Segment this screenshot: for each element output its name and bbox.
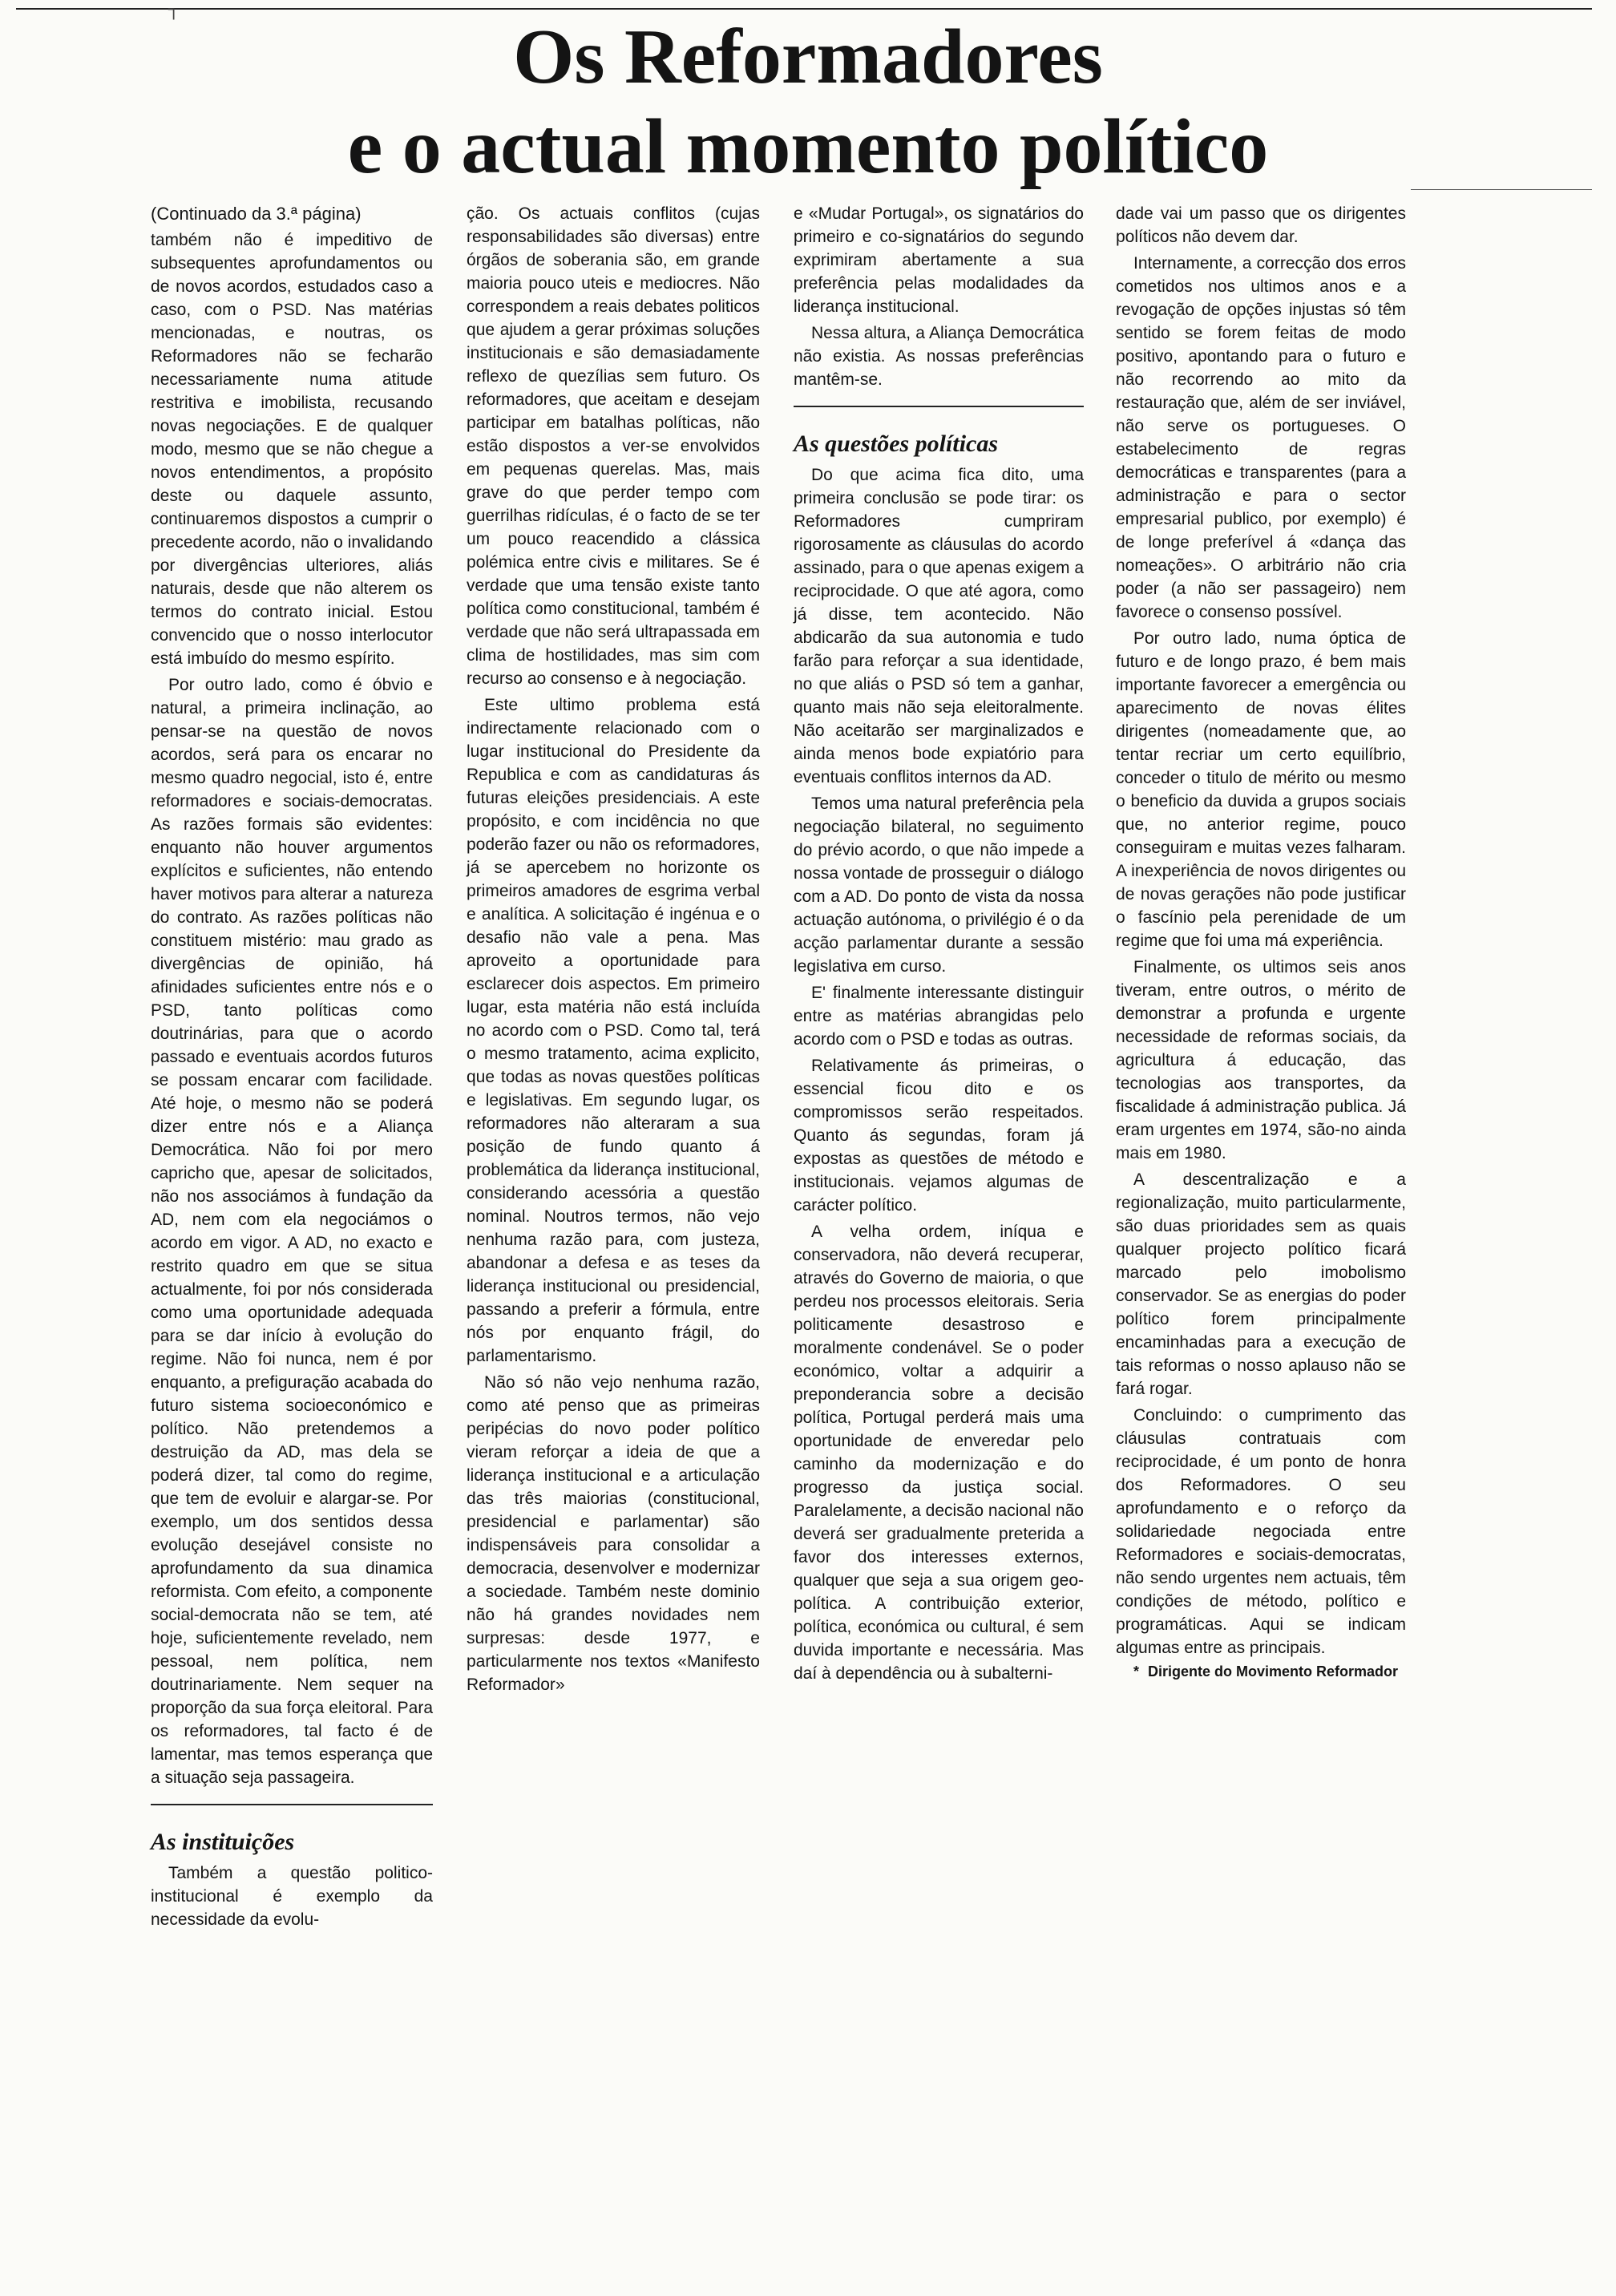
paragraph: Do que acima fica dito, uma primeira conclusão se pode tirar: os Reformadores cumpriram rigorosamente as cláusulas do acordo assinado, para o que apenas exigem a reciprocidade. O que até agora, como já disse, tem acontecido. Não abdicarão da sua autonomia e tudo farão para reforçar a sua identidade, no que aliás o PSD só tem a ganhar, quanto mais não seja eleitoralmente. Não aceitarão ser marginalizados e ainda menos bode expiatório para eventuais conflitos internos da AD.: [794, 466, 1084, 786]
column-3: [794, 202, 1084, 1688]
paragraph: Não só não vejo nenhuma razão, como até penso que as primeiras peripécias do novo poder político vieram reforçar a ideia de que a liderança institucional e a articulação das três maiorias (constitucional, presidencial e parlamentar) são indispensáveis para consolidar a democracia, desenvolver e modernizar a sociedade. Também neste dominio não há grandes novidades nem surpresas: desde 1977, e particularmente nos textos «Manifesto Reformador»: [467, 1373, 760, 1694]
paragraph: e «Mudar Portugal», os signatários do primeiro e co-signatários do segundo exprimiram abertamente a sua preferência pelas modalidades da liderança institucional.: [794, 204, 1084, 316]
column-4: [1116, 202, 1406, 1684]
paragraph: Temos uma natural preferência pela negociação bilateral, no seguimento do prévio acordo, o que não impede a nossa vontade de prosseguir o diálogo com a AD. Do ponto de vista da nossa actuação autónoma, o privilégio é o da acção parlamentar durante a sessão legislativa em curso.: [794, 794, 1084, 976]
paragraph: Finalmente, os ultimos seis anos tiveram, entre outros, o mérito de demonstrar a profunda e urgente necessidade de reformas sociais, da agricultura á educação, das tecnologias aos transportes, da fiscalidade á administração publica. Já eram urgentes em 1974, são-no ainda mais em 1980.: [1116, 958, 1406, 1162]
paragraph: E' finalmente interessante distinguir entre as matérias abrangidas pelo acordo com o PSD e todas as outras.: [794, 984, 1084, 1049]
paragraph: também não é impeditivo de subsequentes aprofundamentos ou de novos acordos, estudados caso a caso, com o PSD. Nas matérias mencionadas, e noutras, os Reformadores não se fecharão necessariamente numa atitude restritiva e imobilista, recusando novas negociações. E de qualquer modo, mesmo que se não chegue a novos entendimentos, a propósito deste ou daquele assunto, continuaremos dispostos a cumprir o precedente acordo, não o invalidando por divergências ulteriores, aliás naturais, desde que não alterem os termos do contrato inicial. Estou convencido que o nosso interlocutor está imbuído do mesmo espírito.: [151, 231, 433, 668]
paragraph: A velha ordem, iníqua e conservadora, não deverá recuperar, através do Governo de maioria, o que perdeu nos processos eleitorais. Seria politicamente desastroso e moralmente condenável. Se o poder económico, voltar a adquirir a preponderancia sobre a decisão política, Portugal perderá mais uma oportunidade de enveredar pelo caminho da modernização e do progresso da justiça social. Paralelamente, a decisão nacional não deverá ser gradualmente preterida a favor dos interesses externos, qualquer que seja a sua origem geo-política. A contribuição exterior, política, económica ou cultural, é sem duvida importante e necessária. Mas daí à dependência ou à subalterni-: [794, 1223, 1084, 1683]
headline-line-2: e o actual momento político: [347, 103, 1269, 190]
paragraph: Por outro lado, como é óbvio e natural, a primeira inclinação, ao pensar-se na questão de novos acordos, será para os encarar no mesmo quadro negocial, isto é, entre reformadores e sociais-democratas. As razões formais são evidentes: enquanto não houver argumentos explícitos e suficientes, não entendo haver motivos para alterar a natureza do contrato. As razões políticas não constituem mistério: mau grado as divergências de opinião, há afinidades suficientes entre nós e o PSD, tanto políticas como doutrinárias, para que o acordo passado e eventuais acordos futuros se possam encarar com facilidade. Até hoje, o mesmo não se poderá dizer entre nós e a Aliança Democrática. Não foi por mero capricho que, apesar de solicitados, não nos associámos à fundação da AD, nem com ela negociámos o acordo em vigor. A AD, no exacto e restrito quadro em que se situa actualmente, foi por nós considerada como uma oportunidade adequada para se dar início à evolução do regime. Não foi nunca, nem é por enquanto, a prefiguração acabada do futuro sistema socioeconómico e político. Não pretendemos a destruição da AD, mas dela se poderá dizer, tal como do regime, que tem de evoluir e alargar-se. Por exemplo, um dos sentidos dessa evolução desejável consiste no aprofundamento da sua dinamica reformista. Com efeito, a componente social-democrata não se tem, até hoje, suficientemente revelado, nem pessoal, nem política, nem doutrinariamente. Nem sequer na proporção da sua força eleitoral. Para os reformadores, tal facto é de lamentar, mas temos esperança que a situação seja passageira.: [151, 676, 433, 1787]
section-divider: [794, 406, 1084, 407]
paragraph: Concluindo: o cumprimento das cláusulas contratuais com reciprocidade, é um ponto de honra dos Reformadores. O seu aprofundamento e o reforço da solidariedade negociada entre Reformadores e sociais-democratas, não sendo urgentes nem actuais, têm condições de método, político e programáticas. Aqui se indicam algumas entre as principais.: [1116, 1406, 1406, 1657]
subheading-questoes-politicas: As questões políticas: [794, 430, 999, 457]
corner-mark-icon: ┐: [168, 0, 180, 20]
subheading-instituicoes: As instituições: [151, 1829, 295, 1855]
paragraph: Nessa altura, a Aliança Democrática não existia. As nossas preferências mantêm-se.: [794, 324, 1084, 389]
paragraph: Também a questão politico-institucional é exemplo da necessidade da evolu-: [151, 1864, 433, 1929]
section-divider: [151, 1804, 433, 1805]
paragraph: Este ultimo problema está indirectamente relacionado com o lugar institucional do Presidente da Republica e com as candidaturas ás futuras eleições presidenciais. A este propósito, e com incidência no que poderão fazer ou não os reformadores, já se apercebem no horizonte os primeiros amadores de esgrima verbal e analítica. A solicitação é ingénua e o desafio não vale a pena. Mas aproveito a oportunidade para esclarecer dois aspectos. Em primeiro lugar, esta matéria não está incluída no acordo com o PSD. Como tal, terá o mesmo tratamento, acima explicito, que todas as novas questões políticas e legislativas. Em segundo lugar, os reformadores não alteraram a sua posição de fundo quanto á problemática da liderança institucional, considerando acessória a questão nominal. Noutros termos, não vejo nenhuma razão para, com justeza, abandonar a defesa e as teses da liderança institucional ou presidencial, passando a preferir a fórmula, entre nós por enquanto frágil, do parlamentarismo.: [467, 696, 760, 1365]
top-rule: [16, 8, 1592, 10]
paragraph: dade vai um passo que os dirigentes políticos não devem dar.: [1116, 204, 1406, 246]
paragraph: Internamente, a correcção dos erros cometidos nos ultimos anos e a revogação de opções injustas só têm sentido se forem feitas de modo positivo, apontando para o futuro e não recorrendo ao mito da restauração que, além de ser inviável, não serve os portugueses. O estabelecimento de regras democráticas e transparentes (para a administração e para o sector empresarial publico, por exemplo) é de longe preferível á «dança das nomeações». O arbitrário não cria poder (a não ser passageiro) nem favorece o consenso possível.: [1116, 254, 1406, 621]
headline-line-1: Os Reformadores: [513, 14, 1103, 100]
paragraph: A descentralização e a regionalização, muito particularmente, são duas prioridades sem as quais qualquer projecto político ficará marcado pelo imobolismo conservador. Se as energias do poder político forem principalmente encaminhadas para a execução de tais reformas o nosso aplauso não se fará rogar.: [1116, 1170, 1406, 1398]
column-2: [467, 202, 760, 1700]
author-footnote: * Dirigente do Movimento Reformador: [1116, 1663, 1406, 1680]
paragraph: Relativamente ás primeiras, o essencial ficou dito e os compromissos serão respeitados. Quanto ás segundas, foram já expostas as questões de método e institucionais. vejamos algumas de carácter político.: [794, 1057, 1084, 1215]
continued-note: (Continuado da 3.ª página): [151, 204, 362, 224]
paragraph: ção. Os actuais conflitos (cujas responsabilidades são diversas) entre órgãos de soberania são, em grande maioria pouco uteis e mediocres. Não correspondem a reais debates politicos que ajudem a gerar próximas soluções institucionais e são demasiadamente reflexo de quezílias sem futuro. Os reformadores, que aceitam e desejam participar em batalhas políticas, não estão dispostos a ver-se envolvidos em pequenas querelas. Mas, mais grave do que perder tempo com guerrilhas ridículas, é o facto de se ter um pouco reacendido a clássica polémica entre civis e militares. Se é verdade que uma tensão existe tanto política como constitucional, também é verdade que não será ultrapassada em clima de hostilidades, mas sim com recurso ao consenso e à negociação.: [467, 204, 760, 688]
paragraph: Por outro lado, numa óptica de futuro e de longo prazo, é bem mais importante favorecer a emergência ou aparecimento de novas élites dirigentes (nomeadamente que, ao tentar recriar um certo equilíbrio, conceder o titulo de mérito ou mesmo o beneficio da duvida a grupos sociais que, no anterior regime, pouco conseguiram e muitas vezes falharam. A inexperiência de novos dirigentes ou de novas gerações não pode justificar o fascínio pela perenidade de um regime que foi uma má experiência.: [1116, 629, 1406, 950]
right-rule: [1411, 189, 1592, 190]
column-1: [151, 202, 433, 1934]
headline: [0, 14, 1616, 190]
